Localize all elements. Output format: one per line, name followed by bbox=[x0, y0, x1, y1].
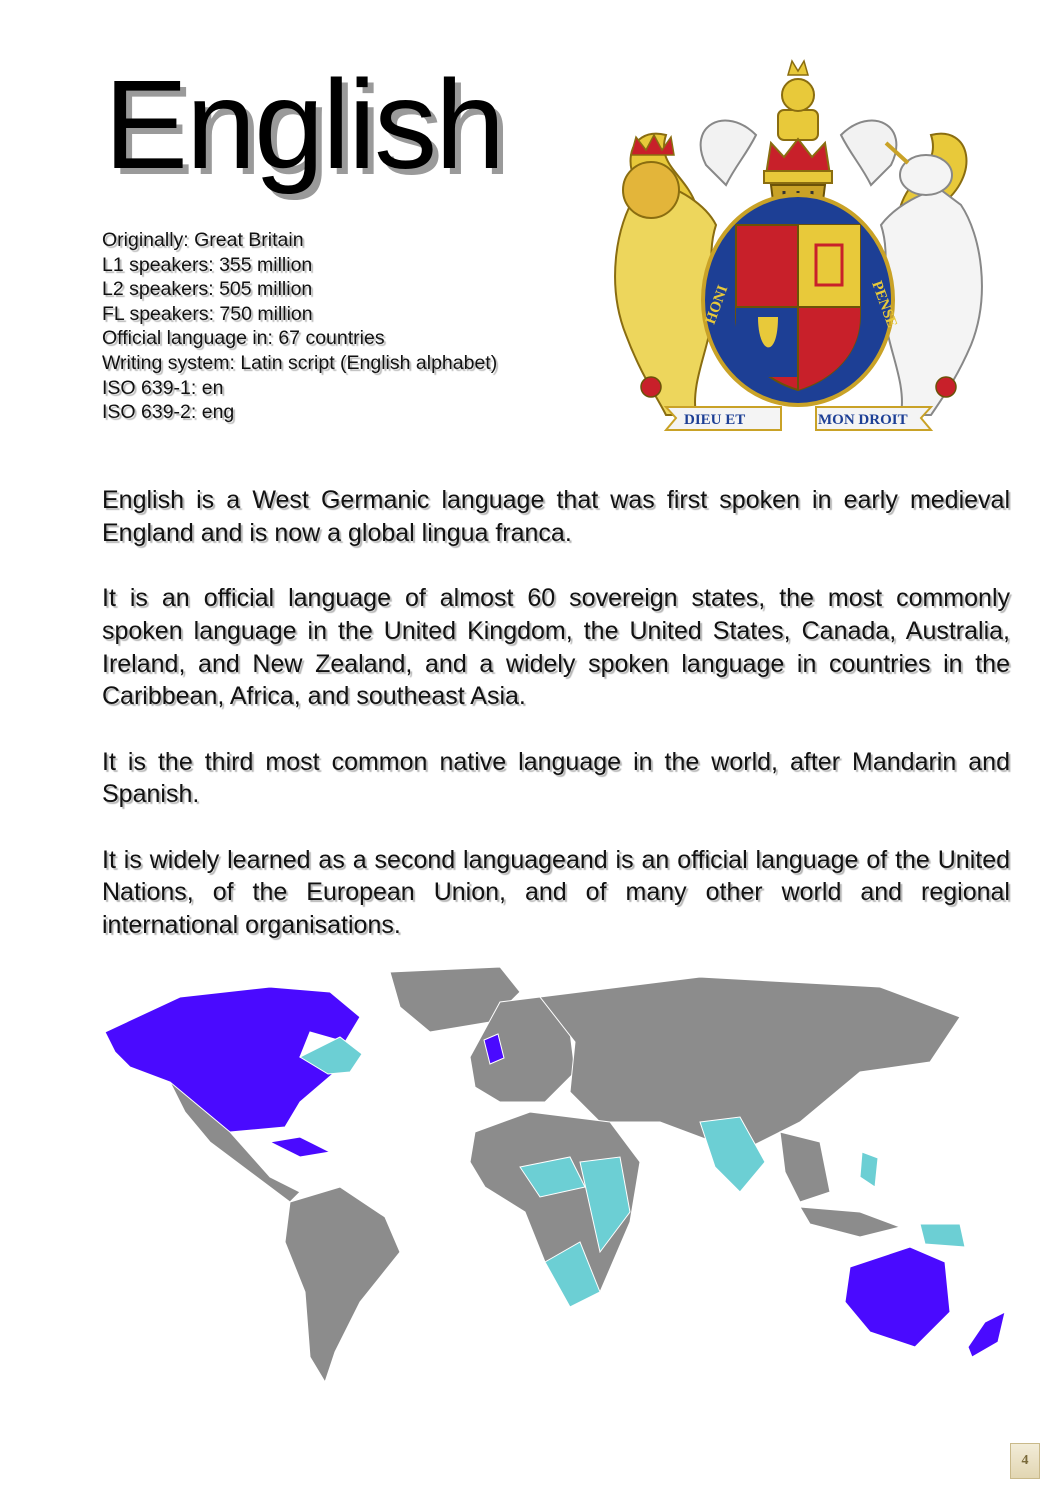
page-number: 4 bbox=[1010, 1443, 1040, 1479]
garter-right-text: PENSE bbox=[868, 278, 900, 330]
south-america-region bbox=[285, 1187, 400, 1382]
motto-right: MON DROIT bbox=[818, 412, 908, 428]
fact-l1-speakers: L1 speakers: 355 million bbox=[102, 253, 313, 276]
australia-region bbox=[845, 1247, 950, 1347]
philippines-region bbox=[860, 1152, 878, 1187]
new-zealand-region bbox=[968, 1312, 1005, 1357]
fact-fl-speakers: FL speakers: 750 million bbox=[102, 302, 313, 325]
paragraph-official: It is an official language of almost 60 sovereign states, the most commonly spoken language in the United Kingdom, the United States, Canada, Australia, Ireland, and New Zealand, and a widely spoken language in countries in the Caribbean, Africa, and southeast Asia. bbox=[102, 584, 1010, 711]
fact-iso-639-1: ISO 639-1: en bbox=[102, 376, 224, 399]
page-title: English bbox=[104, 54, 504, 195]
garter-left-text: HONI bbox=[702, 283, 732, 327]
article-body bbox=[102, 484, 1010, 974]
fact-l2-speakers: L2 speakers: 505 million bbox=[102, 278, 313, 301]
fact-origin: Originally: Great Britain bbox=[102, 229, 304, 251]
english-speaking-world-map bbox=[100, 962, 1020, 1402]
southeast-asia-region bbox=[780, 1132, 830, 1202]
fact-writing-system: Writing system: Latin script (English alphabet) bbox=[102, 351, 498, 374]
caribbean-region bbox=[270, 1137, 330, 1157]
fact-official-in: Official language in: 67 countries bbox=[102, 327, 385, 350]
motto-left: DIEU ET bbox=[684, 412, 746, 428]
papua-new-guinea-region bbox=[920, 1224, 965, 1247]
fact-iso-639-2: ISO 639-2: eng bbox=[102, 401, 235, 424]
paragraph-second-language: It is widely learned as a second languageand is an official language of the United Nations, of the European Union, and of many other world and regional international organisations. bbox=[102, 845, 1010, 940]
indonesia-region bbox=[800, 1207, 900, 1237]
paragraph-native: It is the third most common native language in the world, after Mandarin and Spanish. bbox=[102, 747, 1010, 809]
paragraph-intro: English is a West Germanic language that was first spoken in early medieval England and is now a global lingua franca. bbox=[102, 486, 1010, 547]
royal-coat-of-arms-image bbox=[596, 55, 1001, 435]
facts-list bbox=[102, 228, 497, 425]
